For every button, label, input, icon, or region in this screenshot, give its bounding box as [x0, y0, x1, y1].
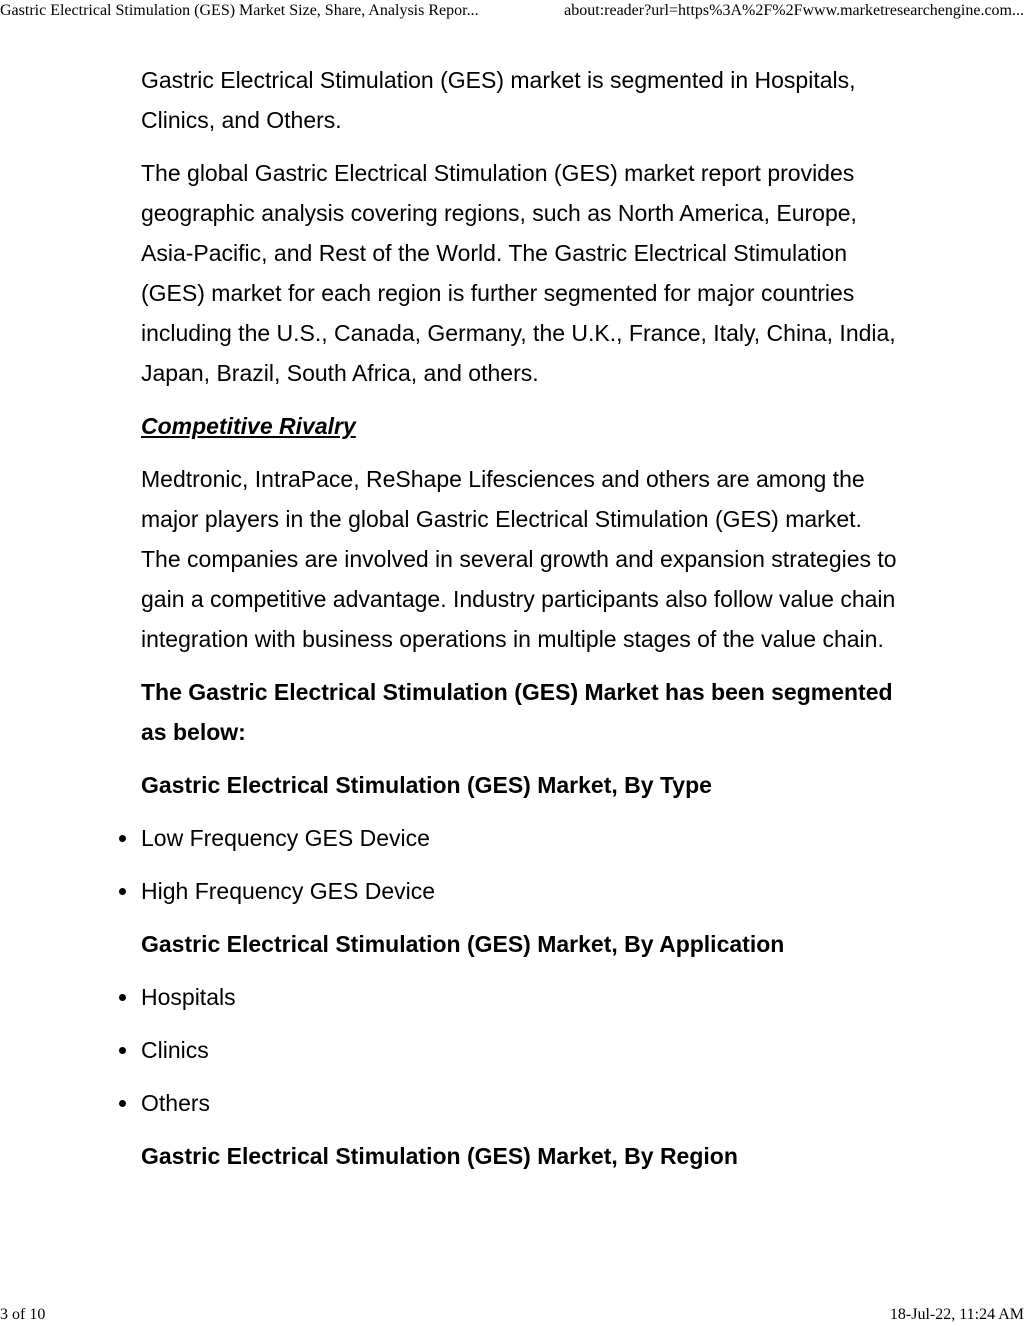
bullet-icon: [119, 1100, 126, 1107]
bullet-icon: [119, 994, 126, 1001]
reader-article: [141, 60, 901, 1189]
print-footer: [0, 1304, 1024, 1326]
list-item: [141, 871, 901, 911]
by-type-heading: Gastric Electrical Stimulation (GES) Market, By Type: [141, 772, 712, 798]
list-item-label: Clinics: [141, 1037, 209, 1063]
list-item: [141, 1030, 901, 1070]
paragraph-competitive-rivalry: Medtronic, IntraPace, ReShape Lifesciences and others are among the major players in the global Gastric Electrical Stimulation (GES) market. The companies are involved in several growth and expansion strategies to gain a competitive advantage. Industry participants also follow value chain integration with business operations in multiple stages of the value chain.: [141, 466, 897, 652]
page-title: Gastric Electrical Stimulation (GES) Market Size, Share, Analysis Repor...: [0, 2, 479, 19]
page-url: about:reader?url=https%3A%2F%2Fwww.marketresearchengine.com...: [564, 2, 1024, 19]
print-header: [0, 0, 1024, 22]
bullet-icon: [119, 888, 126, 895]
list-item-label: Hospitals: [141, 984, 236, 1010]
bullet-icon: [119, 835, 126, 842]
page-number: 3 of 10: [0, 1306, 46, 1323]
bullet-icon: [119, 1047, 126, 1054]
competitive-rivalry-heading: Competitive Rivalry: [141, 413, 356, 439]
list-item: [141, 1083, 901, 1123]
print-timestamp: 18-Jul-22, 11:24 AM: [889, 1306, 1024, 1323]
by-application-list: [141, 977, 901, 1123]
by-region-heading: Gastric Electrical Stimulation (GES) Market, By Region: [141, 1143, 738, 1169]
by-type-list: [141, 818, 901, 911]
list-item: [141, 818, 901, 858]
list-item-label: Others: [141, 1090, 211, 1116]
list-item-label: High Frequency GES Device: [141, 878, 436, 904]
segmented-heading: The Gastric Electrical Stimulation (GES) Market has been segmented as below:: [141, 679, 893, 745]
by-application-heading: Gastric Electrical Stimulation (GES) Market, By Application: [141, 931, 785, 957]
list-item-label: Low Frequency GES Device: [141, 825, 430, 851]
list-item: [141, 977, 901, 1017]
paragraph-segmentation: Gastric Electrical Stimulation (GES) market is segmented in Hospitals, Clinics, and Others.: [141, 67, 856, 133]
paragraph-geographic-analysis: The global Gastric Electrical Stimulation (GES) market report provides geographic analysis covering regions, such as North America, Europe, Asia-Pacific, and Rest of the World. The Gastric Electrical Stimulation (GES) market for each region is further segmented for major countries including the U.S., Canada, Germany, the U.K., France, Italy, China, India, Japan, Brazil, South Africa, and others.: [141, 160, 896, 386]
